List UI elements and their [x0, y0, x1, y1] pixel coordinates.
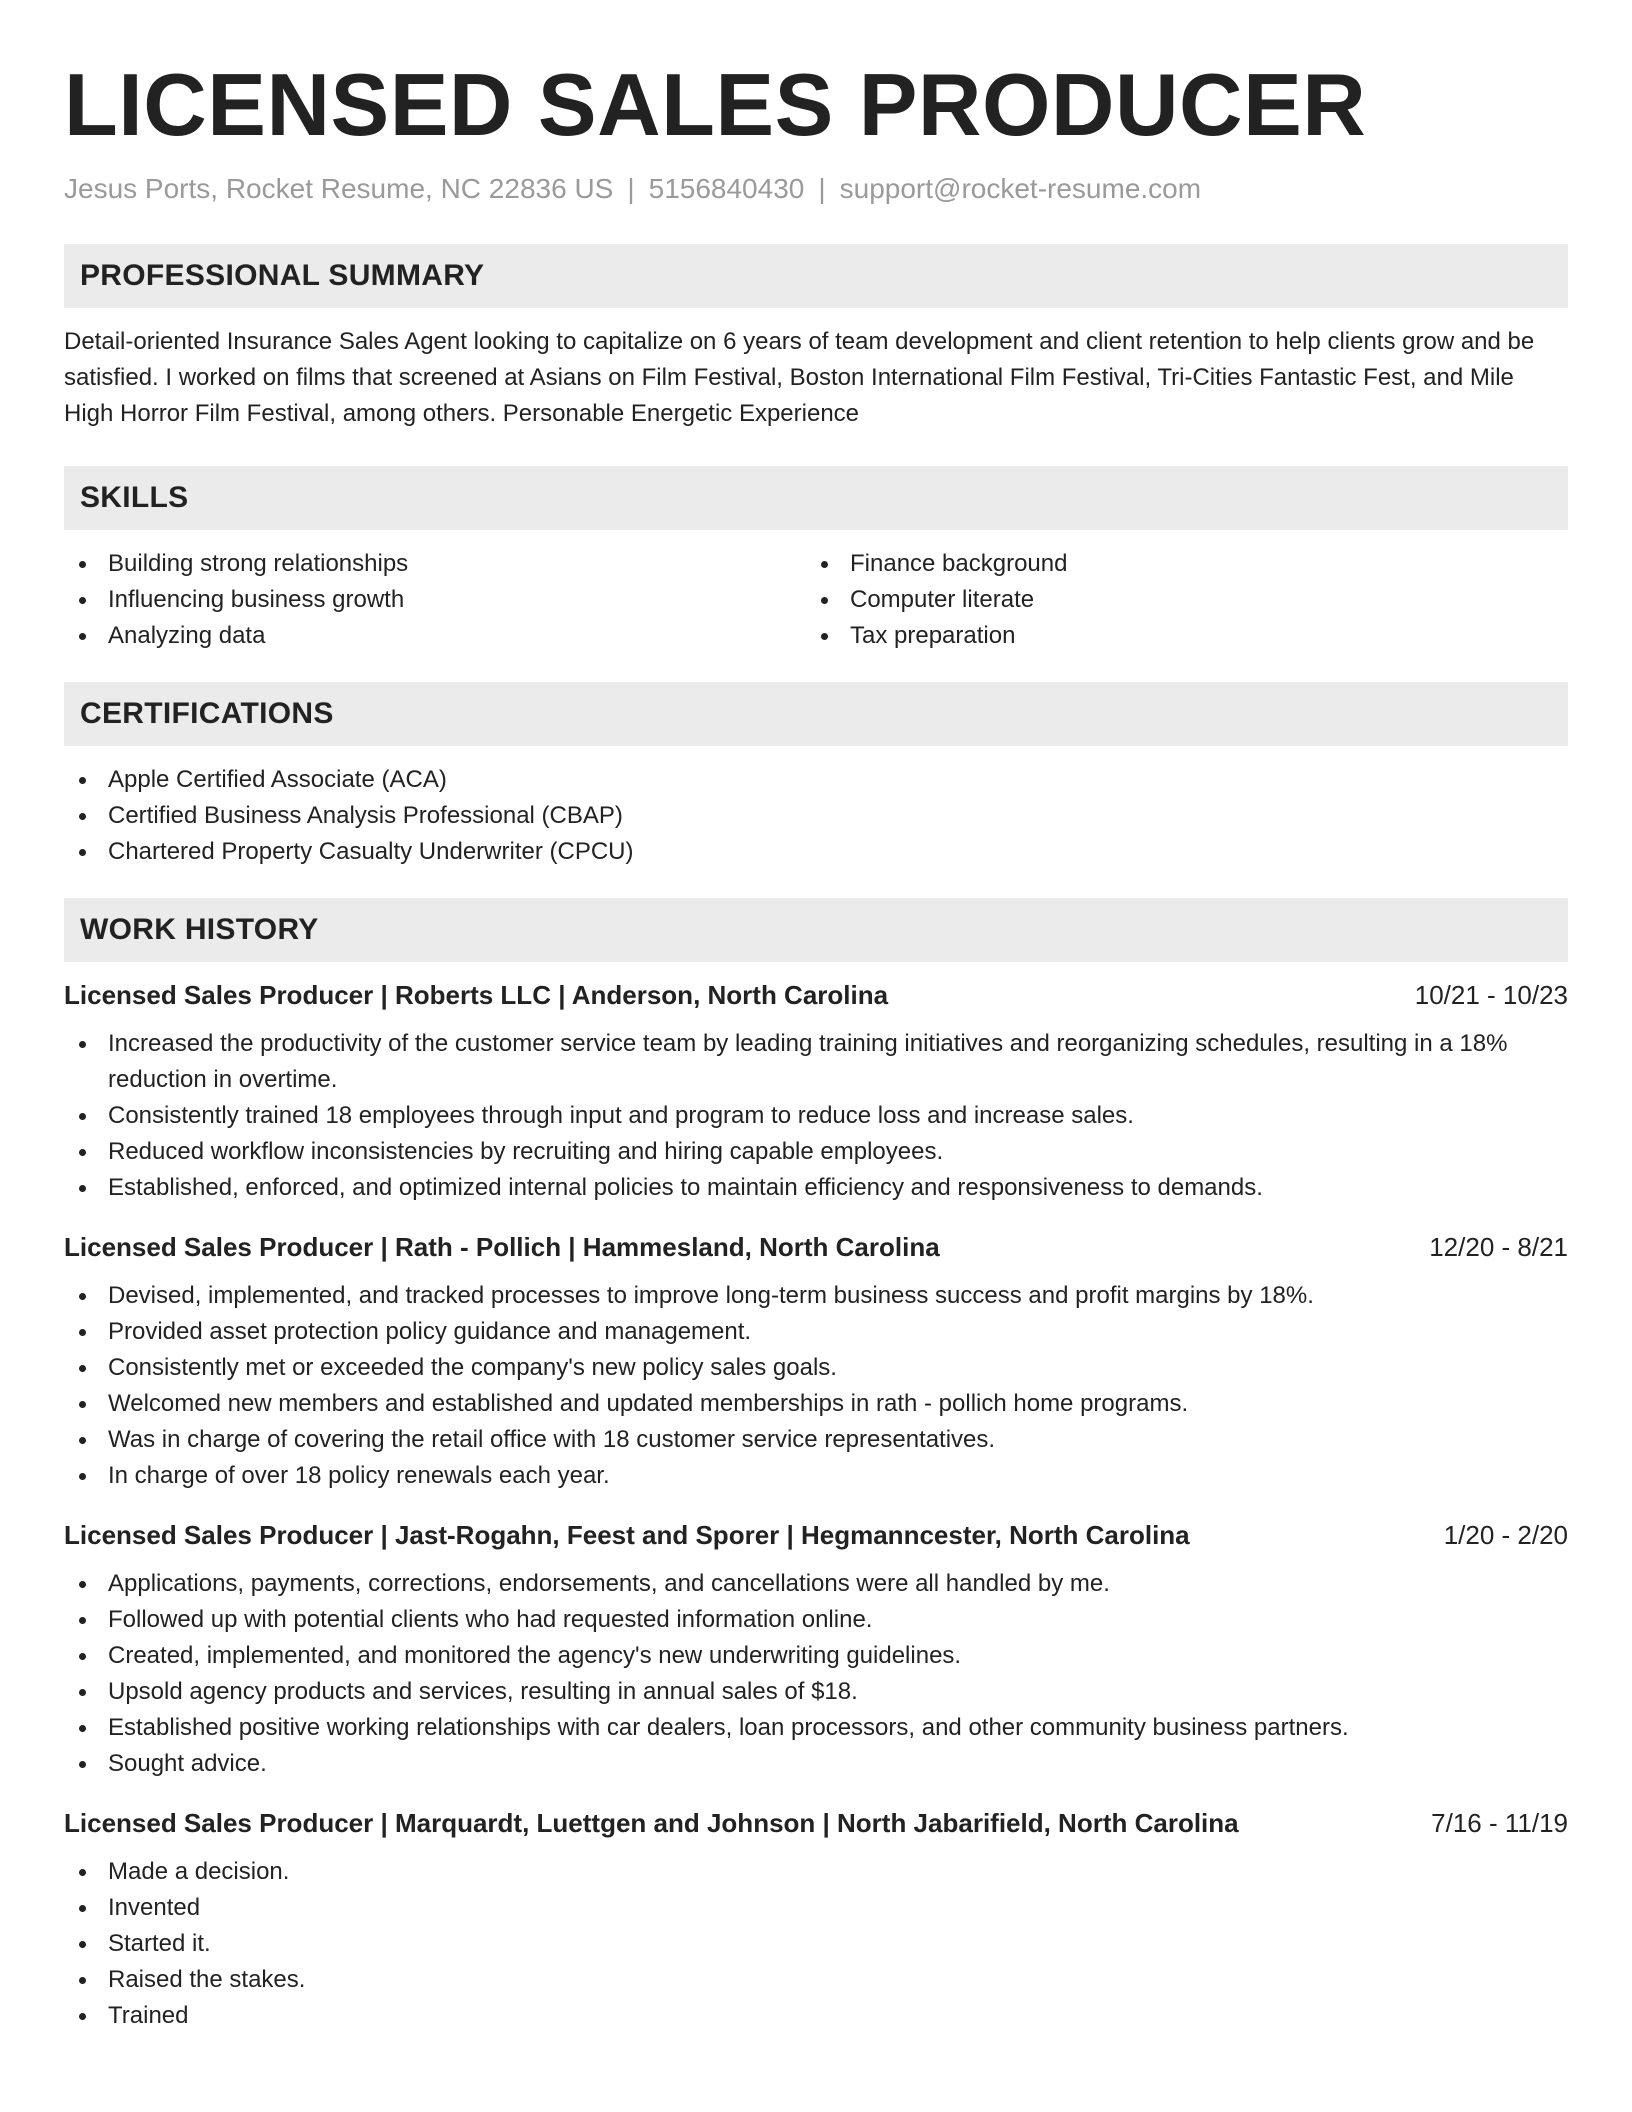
job-bullet: Established positive working relationships with car dealers, loan processors, and other community business partners.: [64, 1710, 1568, 1746]
job-title: Licensed Sales Producer | Rath - Pollich | Hammesland, North Carolina: [64, 1232, 940, 1262]
section-heading-work-history: WORK HISTORY: [64, 898, 1568, 962]
job-title: Licensed Sales Producer | Roberts LLC | Anderson, North Carolina: [64, 980, 889, 1010]
job-bullet: Invented: [64, 1890, 1568, 1926]
skills-list-right: [806, 546, 1548, 654]
contact-separator: |: [818, 173, 826, 204]
contact-address: Jesus Ports, Rocket Resume, NC 22836 US: [64, 173, 614, 204]
contact-line: [64, 172, 1568, 206]
job-bullet: Raised the stakes.: [64, 1962, 1568, 1998]
skill-item: Computer literate: [806, 582, 1548, 618]
job-dates: 7/16 - 11/19: [1431, 1808, 1568, 1838]
job-bullet: Consistently trained 18 employees through input and program to reduce loss and increase sales.: [64, 1098, 1568, 1134]
job-bullet: Provided asset protection policy guidance and management.: [64, 1314, 1568, 1350]
job-title: Licensed Sales Producer | Jast-Rogahn, Feest and Sporer | Hegmanncester, North Carolina: [64, 1520, 1190, 1550]
skill-item: Influencing business growth: [64, 582, 806, 618]
job-header: [64, 1230, 1568, 1264]
certification-item: Apple Certified Associate (ACA): [64, 762, 1568, 798]
job-bullet: Welcomed new members and established and updated memberships in rath - pollich home programs.: [64, 1386, 1568, 1422]
job-bullet: Devised, implemented, and tracked processes to improve long-term business success and profit margins by 18%.: [64, 1278, 1568, 1314]
contact-email: support@rocket-resume.com: [839, 173, 1202, 204]
job-bullets: [64, 1854, 1568, 2034]
contact-separator: |: [627, 173, 635, 204]
job-bullets: [64, 1026, 1568, 1206]
job-bullet: Consistently met or exceeded the company's new policy sales goals.: [64, 1350, 1568, 1386]
job-dates: 1/20 - 2/20: [1443, 1520, 1568, 1550]
certifications-list: [64, 762, 1568, 870]
job-bullet: Sought advice.: [64, 1746, 1568, 1782]
certification-item: Chartered Property Casualty Underwriter (CPCU): [64, 834, 1568, 870]
job-bullet: Made a decision.: [64, 1854, 1568, 1890]
candidate-name: LICENSED SALES PRODUCER: [64, 55, 1367, 154]
job-header: [64, 978, 1568, 1012]
job-header: [64, 1806, 1568, 1840]
job-dates: 12/20 - 8/21: [1429, 1232, 1568, 1262]
job-bullet: Trained: [64, 1998, 1568, 2034]
contact-phone: 5156840430: [648, 173, 805, 204]
job-bullet: In charge of over 18 policy renewals each year.: [64, 1458, 1568, 1494]
job-bullet: Reduced workflow inconsistencies by recruiting and hiring capable employees.: [64, 1134, 1568, 1170]
job-bullet: Created, implemented, and monitored the agency's new underwriting guidelines.: [64, 1638, 1568, 1674]
job-bullet: Established, enforced, and optimized internal policies to maintain efficiency and responsiveness to demands.: [64, 1170, 1568, 1206]
section-heading-summary: PROFESSIONAL SUMMARY: [64, 244, 1568, 308]
skills-columns: [64, 546, 1568, 654]
job-bullet: Started it.: [64, 1926, 1568, 1962]
skill-item: Analyzing data: [64, 618, 806, 654]
section-heading-skills: SKILLS: [64, 466, 1568, 530]
section-heading-certifications: CERTIFICATIONS: [64, 682, 1568, 746]
skill-item: Building strong relationships: [64, 546, 806, 582]
job-header: [64, 1518, 1568, 1552]
skill-item: Finance background: [806, 546, 1548, 582]
job-title: Licensed Sales Producer | Marquardt, Luettgen and Johnson | North Jabarifield, North Carolina: [64, 1808, 1239, 1838]
summary-text: Detail-oriented Insurance Sales Agent looking to capitalize on 6 years of team development and client retention to help clients grow and be satisfied. I worked on films that screened at Asians on Film Festival, Boston International Film Festival, Tri-Cities Fantastic Fest, and Mile High Horror Film Festival, among others. Personable Energetic Experience: [64, 328, 1535, 427]
certification-item: Certified Business Analysis Professional (CBAP): [64, 798, 1568, 834]
job-bullet: Applications, payments, corrections, endorsements, and cancellations were all handled by me.: [64, 1566, 1568, 1602]
job-dates: 10/21 - 10/23: [1414, 980, 1568, 1010]
job-bullet: Increased the productivity of the customer service team by leading training initiatives and reorganizing schedules, resulting in a 18% reduction in overtime.: [64, 1026, 1568, 1098]
job-bullets: [64, 1566, 1568, 1782]
skills-list-left: [64, 546, 806, 654]
job-bullet: Was in charge of covering the retail office with 18 customer service representatives.: [64, 1422, 1568, 1458]
skill-item: Tax preparation: [806, 618, 1548, 654]
job-bullets: [64, 1278, 1568, 1494]
job-bullet: Upsold agency products and services, resulting in annual sales of $18.: [64, 1674, 1568, 1710]
job-bullet: Followed up with potential clients who had requested information online.: [64, 1602, 1568, 1638]
